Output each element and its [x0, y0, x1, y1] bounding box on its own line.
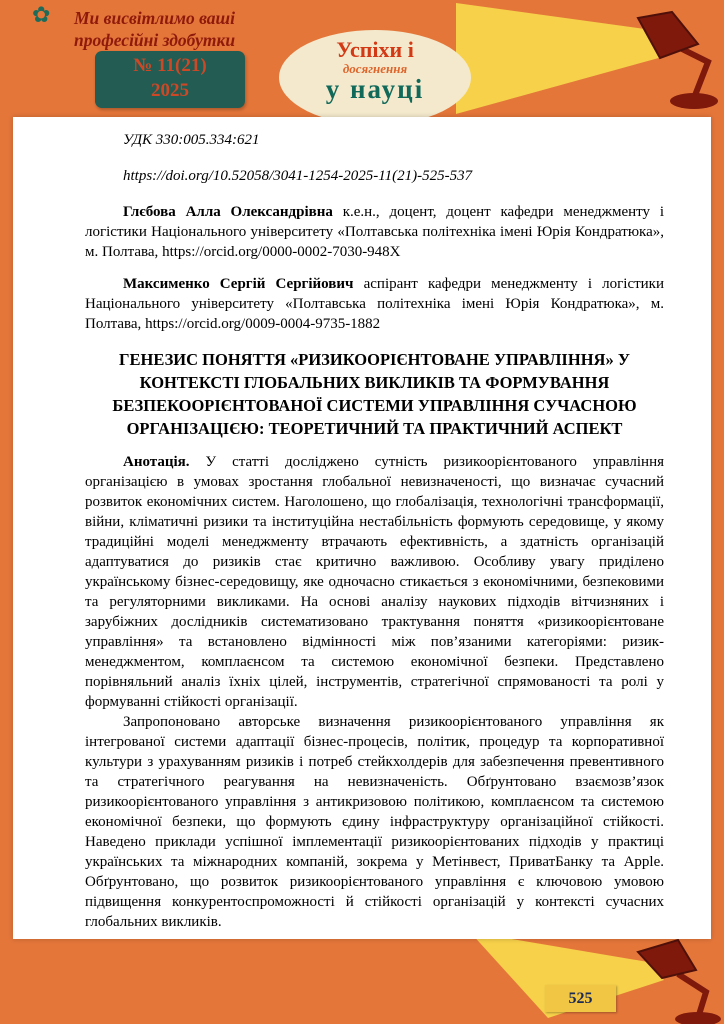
lamp-beam-top [456, 3, 666, 114]
journal-logo-line3: у науці [325, 74, 425, 104]
lamp-base-bottom [675, 1012, 721, 1024]
author-1-name: Глєбова Алла Олександрівна [123, 204, 333, 220]
lamp-base-top [670, 93, 718, 109]
lamp-arm-bottom [678, 974, 706, 1018]
abstract-text-1: У статті досліджено сутність ризикоорієнтованого управління організацією в умовах зростання глобальної невизначеності, що визначає сучасний розвиток економічних систем. Наголошено, що глобалізація, технологічні трансформації, війни, кліматичні ризики та інституційна нестабільність формують середовище, у якому традиційні моделі менеджменту втрачають ефективність, а здатність організацій адаптуватися до ризиків стає критично важливою. Особливу увагу приділено українському бізнес-середовищу, яке одночасно стикається з економічними, безпековими та регуляторними викликами. На основі аналізу наукових підходів вітчизняних і зарубіжних дослідників систематизовано трактування поняття «ризикоорієнтоване управління» та встановлено відмінності між пов’язаними категоріями: ризик-менеджментом, комплаєнсом та системою економічної безпеки. Представлено порівняльний аналіз їхніх цілей, інструментів, стратегічної спрямованості та ролі у формуванні стійкості організації. [85, 454, 664, 710]
journal-logo-line2: досягнення [342, 61, 408, 76]
lamp-arm-top [676, 46, 708, 98]
author-1-affiliation: к.е.н., доцент, доцент кафедри менеджменту і логістики Національного університету «Полтавська політехніка імені Юрія Кондратюка», м. Полтава, [85, 204, 664, 260]
abstract-paragraph-2: Запропоновано авторське визначення ризикоорієнтованого управління як інтегрованої системи адаптації бізнес-процесів, політик, процедур та корпоративної культури з урахуванням ризиків і потреб стейкхолдерів для забезпечення превентивного та стратегічного реагування на невизначеність. Обґрунтовано взаємозв’язок ризикоорієнтованого управління з антикризовою політикою, комплаєнсом та системою економічної безпеки, що формують єдину інфраструктуру організаційної стійкості. Наведено приклади успішної імплементації ризикоорієнтованих підходів у практиці українських та міжнародних компаній, зокрема у Метінвест, ПриватБанку та Apple. Обґрунтовано, що розвиток ризикоорієнтованого управління є ключовою умовою підвищення конкурентоспроможності й стійкості організацій у контексті сучасних глобальних викликів. [85, 714, 664, 930]
issue-year: 2025 [151, 80, 189, 101]
author-2-affiliation: аспірант кафедри менеджменту і логістики Національного університету «Полтавська політехніка імені Юрія Кондратюка», м. Полтава, [85, 276, 664, 332]
journal-tagline [74, 7, 235, 51]
tagline-line1: Ми висвітлимо ваші [74, 8, 235, 28]
doi-link[interactable]: https://doi.org/10.52058/3041-1254-2025-11(21)-525-537 [123, 168, 473, 184]
udc-code: УДК 330:005.334:621 [123, 132, 260, 148]
tagline-line2: професійні здобутки [74, 30, 236, 50]
article-title: ГЕНЕЗИС ПОНЯТТЯ «РИЗИКООРІЄНТОВАНЕ УПРАВЛІННЯ» У КОНТЕКСТІ ГЛОБАЛЬНИХ ВИКЛИКІВ ТА ФОРМУВАННЯ БЕЗПЕКООРІЄНТОВАНОЇ СИСТЕМИ УПРАВЛІННЯ СУЧАСНОЮ ОРГАНІЗАЦІЄЮ: ТЕОРЕТИЧНИЙ ТА ПРАКТИЧНИЙ АСПЕКТ [112, 350, 637, 438]
issue-number-badge [95, 51, 245, 108]
flower-icon: ✿ [32, 2, 51, 27]
journal-logo [279, 30, 471, 125]
journal-logo-line1: Успіхи і [336, 37, 414, 62]
author-1-orcid-link[interactable]: https://orcid.org/0000-0002-7030-948X [162, 244, 401, 260]
issue-number: № 11(21) [133, 55, 207, 76]
page-number: 525 [545, 985, 616, 1012]
article-page-body [13, 117, 711, 939]
author-2-name: Максименко Сергій Сергійович [123, 276, 354, 292]
abstract-label: Анотація. [123, 454, 190, 470]
author-2-paragraph [85, 274, 664, 334]
author-2-orcid-link[interactable]: https://orcid.org/0009-0004-9735-1882 [145, 316, 381, 332]
abstract-paragraph-1 [85, 452, 664, 712]
author-1-paragraph [85, 202, 664, 262]
